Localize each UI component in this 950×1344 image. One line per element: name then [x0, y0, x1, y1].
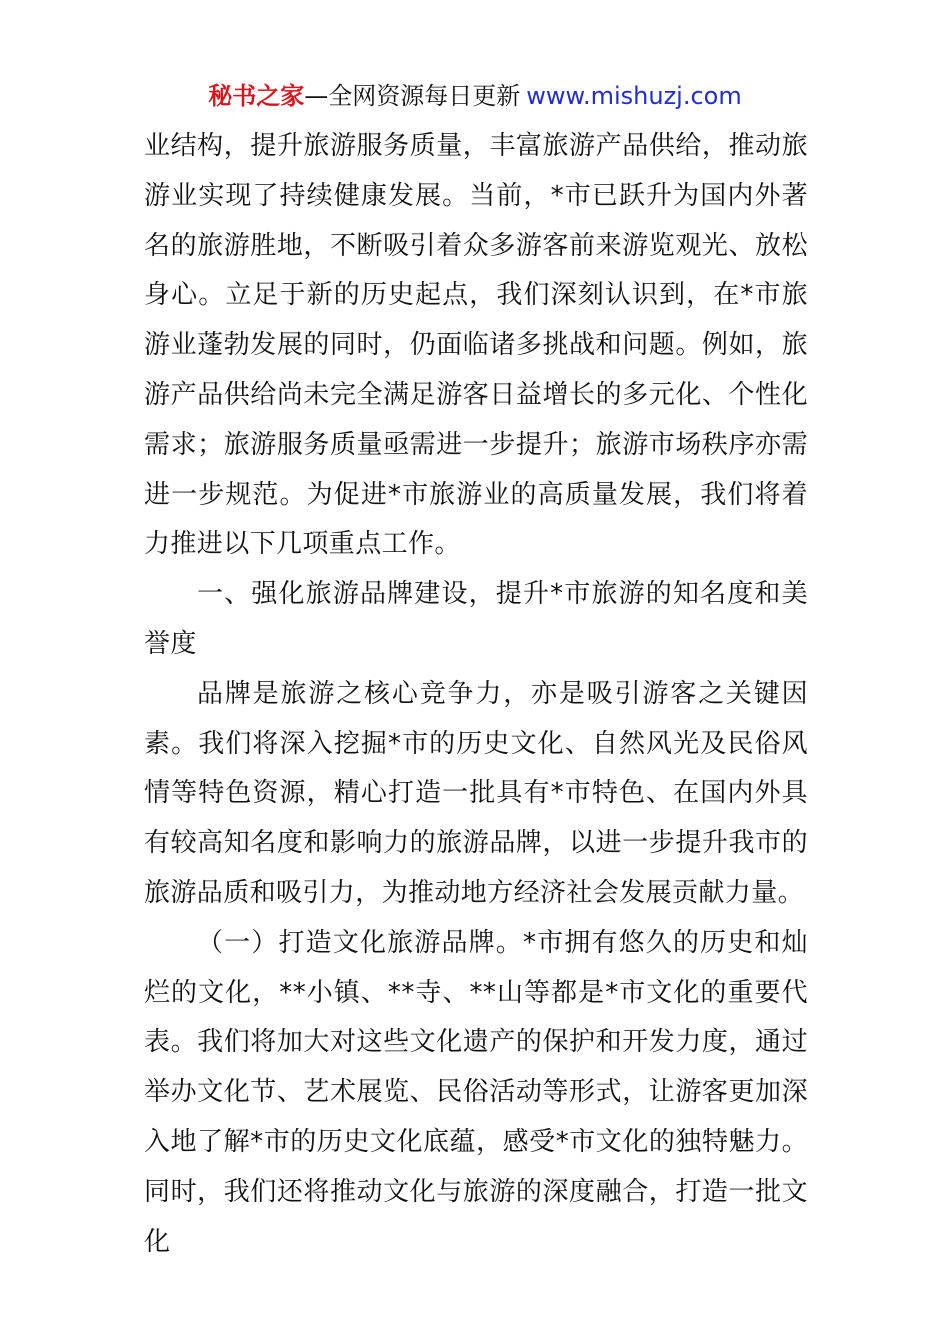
body-paragraph-continuation: 业结构，提升旅游服务质量，丰富旅游产品供给，推动旅游业实现了持续健康发展。当前，*市已跃升为国内外著名的旅游胜地，不断吸引着众多游客前来游览观光、放松身心。立足于新的历史起点，我们深刻认识到，在*市旅游业蓬勃发展的同时，仍面临诸多挑战和问题。例如，旅游产品供给尚未完全满足游客日益增长的多元化、个性化需求；旅游服务质量亟需进一步提升；旅游市场秩序亦需进一步规范。为促进*市旅游业的高质量发展，我们将着力推进以下几项重点工作。	[144, 131, 808, 560]
page-header	[0, 80, 950, 112]
header-tagline: —全网资源每日更新	[304, 82, 521, 110]
site-url-link[interactable]: www.mishuzj.com	[526, 82, 742, 110]
section-heading-1: 一、强化旅游品牌建设，提升*市旅游的知名度和美誉度	[144, 579, 808, 659]
brand-name: 秘书之家	[208, 82, 305, 110]
subsection-paragraph-1: （一）打造文化旅游品牌。*市拥有悠久的历史和灿烂的文化，**小镇、**寺、**山等都是*市文化的重要代表。我们将加大对这些文化遗产的保护和开发力度，通过举办文化节、艺术展览、民俗活动等形式，让游客更加深入地了解*市的历史文化底蕴，感受*市文化的独特魅力。同时，我们还将推动文化与旅游的深度融合，打造一批文化	[144, 927, 808, 1257]
body-paragraph: 品牌是旅游之核心竞争力，亦是吸引游客之关键因素。我们将深入挖掘*市的历史文化、自然风光及民俗风情等特色资源，精心打造一批具有*市特色、在国内外具有较高知名度和影响力的旅游品牌，以进一步提升我市的旅游品质和吸引力，为推动地方经济社会发展贡献力量。	[144, 678, 808, 908]
document-body	[144, 122, 808, 1267]
